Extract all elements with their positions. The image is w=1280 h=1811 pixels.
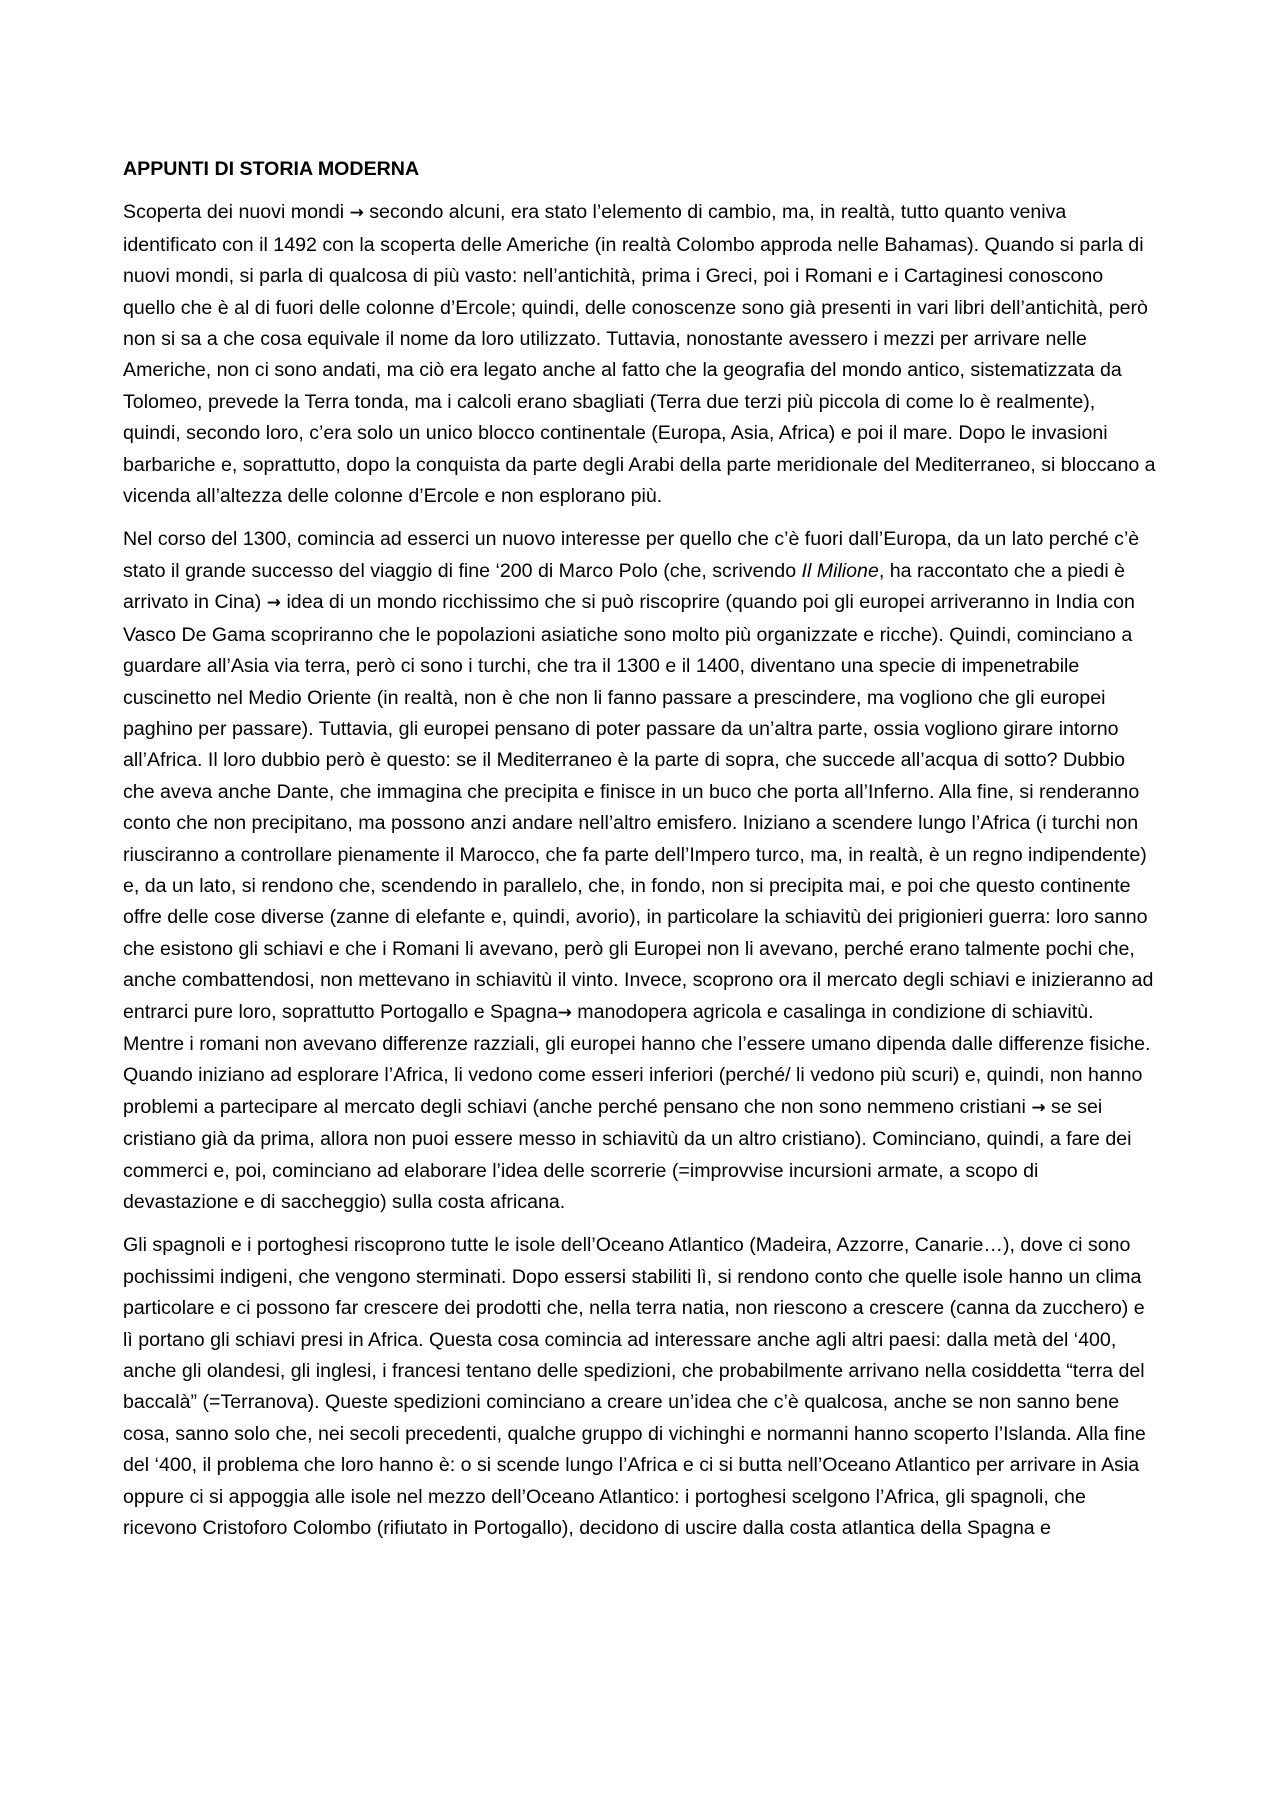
- paragraph-nuovi-mondi: [123, 197, 1157, 512]
- paragraph-trecento: [123, 524, 1157, 1218]
- paragraph-text: Nel corso del 1300, comincia ad esserci un nuovo interesse per quello che c’è fuori dall’Europa, da un lato perché c’è stato il grande successo del viaggio di fine ‘200 di Marco Polo (che, scrivendo: [123, 528, 1140, 582]
- paragraph-text: secondo alcuni, era stato l’elemento di cambio, ma, in realtà, tutto quanto veniva identificato con il 1492 con la scoperta delle Americhe (in realtà Colombo approda nelle Bahamas). Quando si parla di nuovi mondi, si parla di qualcosa di più vasto: nell’antichità, prima i Greci, poi i Romani e i Cartaginesi conoscono quello che è al di fuori delle colonne d’Ercole; quindi, delle conoscenze sono già presenti in vari libri dell’antichità, però non si sa a che cosa equivale il nome da loro utilizzato. Tuttavia, nonostante avessero i mezzi per arrivare nelle Americhe, non ci sono andati, ma ciò era legato anche al fatto che la geografia del mondo antico, sistematizzata da Tolomeo, prevede la Terra tonda, ma i calcoli erano sbagliati (Terra due terzi più piccola di come lo è realmente), quindi, secondo loro, c’era solo un unico blocco continentale (Europa, Asia, Africa) e poi il mare. Dopo le invasioni barbariche e, soprattutto, dopo la conquista da parte degli Arabi della parte meridionale del Mediterraneo, si bloccano a vicenda all’altezza delle colonne d’Ercole e non esplorano più.: [123, 201, 1156, 508]
- document-title: APPUNTI DI STORIA MODERNA: [123, 158, 420, 180]
- paragraph-text: se sei cristiano già da prima, allora non puoi essere messo in schiavitù da un altro cristiano). Cominciano, quindi, a fare dei commerci e, poi, cominciano ad elaborare l’idea delle scorrerie (=improvvise incursioni armate, a scopo di devastazione e di saccheggio) sulla costa africana.: [123, 1095, 1132, 1213]
- arrow-right-icon: →: [1031, 1097, 1046, 1118]
- paragraph-isole-atlantico: Gli spagnoli e i portoghesi riscoprono tutte le isole dell’Oceano Atlantico (Madeira, Azzorre, Canarie…), dove ci sono pochissimi indigeni, che vengono sterminati. Dopo essersi stabiliti lì, si rendono conto che quelle isole hanno un clima particolare e ci possono far crescere dei prodotti che, nella terra natia, non riescono a crescere (canna da zucchero) e lì portano gli schiavi presi in Africa. Questa cosa comincia ad interessare anche agli altri paesi: dalla metà del ‘400, anche gli olandesi, gli inglesi, i francesi tentano delle spedizioni, che probabilmente arrivano nella cosiddetta “terra del baccalà” (=Terranova). Queste spedizioni cominciano a creare un’idea che c’è qualcosa, anche se non sanno bene cosa, sanno solo che, nei secoli precedenti, qualche gruppo di vichinghi e normanni hanno scoperto l’Islanda. Alla fine del ‘400, il problema che loro hanno è: o si scende lungo l’Africa e ci si butta nell’Oceano Atlantico per arrivare in Asia oppure ci si appoggia alle isole nel mezzo dell’Oceano Atlantico: i portoghesi scelgono l’Africa, gli spagnoli, che ricevono Cristoforo Colombo (rifiutato in Portogallo), decidono di uscire dalla costa atlantica della Spagna e: [123, 1234, 1146, 1540]
- arrow-right-icon: →: [349, 203, 364, 224]
- paragraph-text: , ha raccontato che a piedi è arrivato in Cina): [123, 559, 1126, 614]
- paragraph-text: Scoperta dei nuovi mondi: [123, 201, 350, 224]
- paragraph-text: manodopera agricola e casalinga in condizione di schiavitù. Mentre i romani non avevano differenze razziali, gli europei hanno che l’essere umano dipenda dalle differenze fisiche. Quando iniziano ad esplorare l’Africa, li vedono come esseri inferiori (perché/ li vedono più scuri) e, quindi, non hanno problemi a partecipare al mercato degli schiavi (anche perché pensano che non sono nemmeno cristiani: [123, 1000, 1151, 1118]
- arrow-right-icon: →: [557, 1002, 572, 1023]
- book-title-il-milione: Il Milione: [801, 559, 879, 582]
- paragraph-text: idea di un mondo ricchissimo che si può riscoprire (quando poi gli europei arriveranno in India con Vasco De Gama scopriranno che le popolazioni asiatiche sono molto più organizzate e ricche). Quindi, cominciano a guardare all’Asia via terra, però ci sono i turchi, che tra il 1300 e il 1400, diventano una specie di impenetrabile cuscinetto nel Medio Oriente (in realtà, non è che non li fanno passare a prescindere, ma vogliono che gli europei paghino per passare). Tuttavia, gli europei pensano di poter passare da un’altra parte, ossia vogliono girare intorno all’Africa. Il loro dubbio però è questo: se il Mediterraneo è la parte di sopra, che succede all’acqua di sotto? Dubbio che aveva anche Dante, che immagina che precipita e finisce in un buco che porta all’Inferno. Alla fine, si renderanno conto che non precipitano, ma possono anzi andare nell’altro emisfero. Iniziano a scendere lungo l’Africa (i turchi non riusciranno a controllare pienamente il Marocco, che fa parte dell’Impero turco, ma, in realtà, è un regno indipendente) e, da un lato, si rendono che, scendendo in parallelo, che, in fondo, non si precipita mai, e poi che questo continente offre delle cose diverse (zanne di elefante e, quindi, avorio), in particolare la schiavitù dei prigionieri guerra: loro sanno che esistono gli schiavi e che i Romani li avevano, però gli Europei non li avevano, perché erano talmente pochi che, anche combattendosi, non mettevano in schiavitù il vinto. Invece, scoprono ora il mercato degli schiavi e inizieranno ad entrarci pure loro, soprattutto Portogallo e Spagna: [123, 591, 1154, 1023]
- arrow-right-icon: →: [266, 593, 281, 614]
- document-body: [123, 154, 1157, 1556]
